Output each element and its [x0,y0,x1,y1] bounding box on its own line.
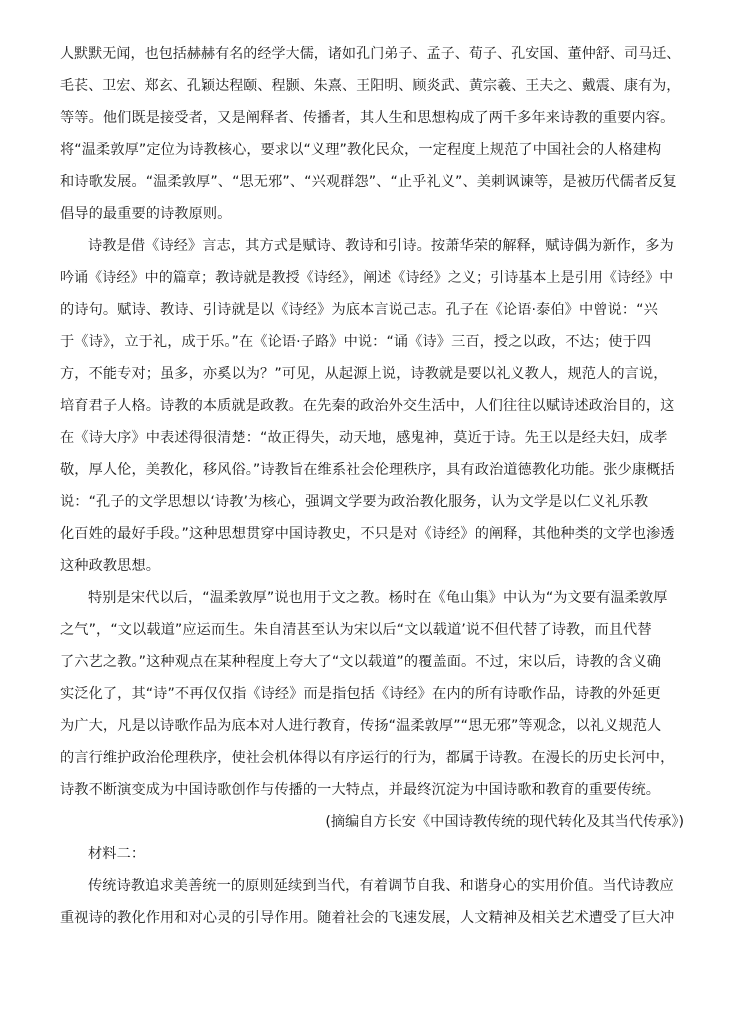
text-line: 倡导的最重要的诗教原则。 [60,206,232,222]
text-line: 敬，厚人伦，美教化，移风俗。”诗教旨在维系社会伦理秩序，具有政治道德教化功能。张少康概括 [60,462,675,478]
text-line: 等等。他们既是接受者，又是阐释者、传播者，其人生和思想构成了两千多年来诗教的重要内容。 [60,110,675,126]
text-line: 传统诗教追求美善统一的原则延续到当代，有着调节自我、和谐身心的实用价值。当代诗教应 [88,878,674,894]
text-line: 将“温柔敦厚”定位为诗教核心，要求以“义理”教化民众，一定程度上规范了中国社会的人格建构 [60,142,662,158]
text-line: 实泛化了，其“诗”不再仅仅指《诗经》而是指包括《诗经》在内的所有诗歌作品，诗教的外延更 [60,686,661,702]
text-line: 培育君子人格。诗教的本质就是政教。在先秦的政治外交生活中，人们往往以赋诗述政治目的，这 [60,398,675,414]
text-line: 毛苌、卫宏、郑玄、孔颖达程颐、程颢、朱熹、王阳明、顾炎武、黄宗羲、王夫之、戴震、康有为， [60,78,681,94]
text-line: 重视诗的教化作用和对心灵的引导作用。随着社会的飞速发展，人文精神及相关艺术遭受了巨大冲 [60,910,675,926]
text-line: 于《诗》，立于礼，成于乐。”在《论语·子路》中说：“诵《诗》三百，授之以政，不达；使于四 [60,334,652,350]
text-line: 人默默无闻，也包括赫赫有名的经学大儒，诸如孔门弟子、孟子、荀子、孔安国、董仲舒、司马迁、 [60,46,681,62]
text-line: 吟诵《诗经》中的篇章；教诗就是教授《诗经》，阐述《诗经》之义；引诗基本上是引用《诗经》中 [60,270,674,286]
text-line: 的言行维护政治伦理秩序，使社会机体得以有序运行的行为，都属于诗教。在漫长的历史长河中， [60,750,675,766]
text-line: 诗教是借《诗经》言志，其方式是赋诗、教诗和引诗。按萧华荣的解释，赋诗偶为新作，多为 [88,238,674,254]
text-line: 了六艺之教。”这种观点在某种程度上夸大了“文以载道”的覆盖面。不过，宋以后，诗教的含义确 [60,654,662,670]
text-line: 方，不能专对；虽多，亦奚以为？”可见，从起源上说，诗教就是要以礼义教人，规范人的言说， [60,366,668,382]
text-line: 之气”，“文以载道”应运而生。朱自清甚至认为宋以后“文以载道’说不但代替了诗教，而且代替 [60,622,652,638]
section-heading-material-2: 材料二： [88,846,146,862]
text-line: 说：“孔子的文学思想以‘诗教’为核心，强调文学要为政治教化服务，认为文学是以仁义礼乐教 [60,494,649,510]
text-line: 特别是宋代以后，“温柔敦厚”说也用于文之教。杨时在《龟山集》中认为“为文要有温柔敦厚 [88,590,668,606]
text-line: 为广大，凡是以诗歌作品为底本对人进行教育，传扬“温柔敦厚”“思无邪”等观念，以礼义规范人 [60,718,662,734]
text-line: 诗教不断演变成为中国诗歌创作与传播的一大特点，并最终沉淀为中国诗歌和教育的重要传统。 [60,782,661,798]
source-citation: (摘编自方长安《中国诗教传统的现代转化及其当代传承》) [325,814,684,830]
text-line: 化百姓的最好手段。”这种思想贯穿中国诗教史，不只是对《诗经》的阐释，其他种类的文学也渗透 [60,526,675,542]
text-line: 这种政教思想。 [60,558,161,574]
text-line: 和诗歌发展。“温柔敦厚”、“思无邪”、“兴观群怨”、“止乎礼义”、美刺讽谏等，是被历代儒者反复 [60,174,677,190]
text-line: 的诗句。赋诗、教诗、引诗就是以《诗经》为底本言说己志。孔子在《论语·泰伯》中曾说：“兴 [60,302,658,318]
text-line: 在《诗大序》中表述得很清楚：“故正得失，动天地，感鬼神，莫近于诗。先王以是经夫妇，成孝 [60,430,668,446]
